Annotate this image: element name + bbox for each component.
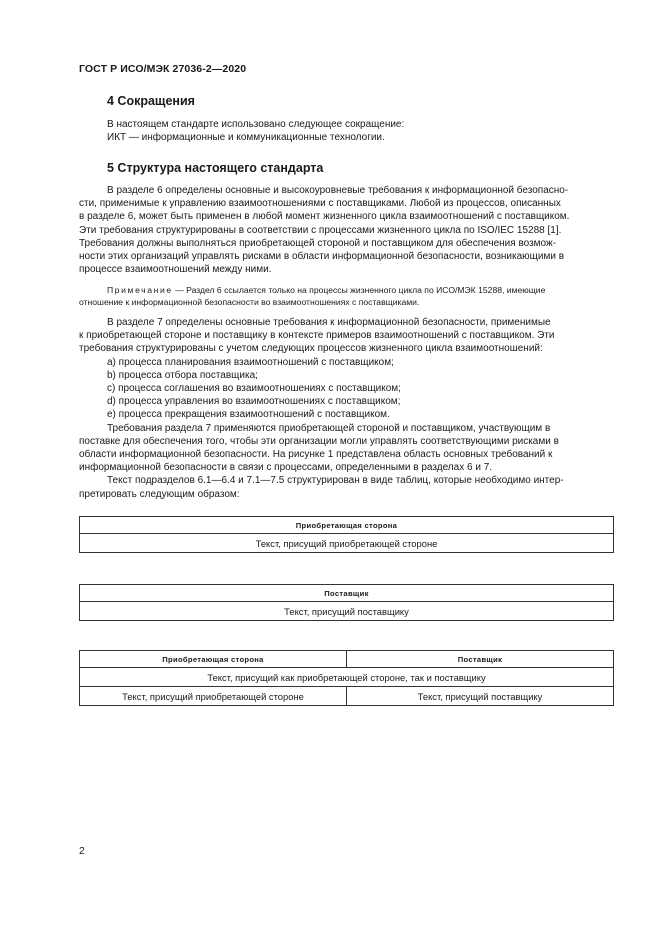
table-header: Приобретающая сторона bbox=[80, 517, 614, 534]
text-line: поставке для обеспечения того, чтобы эти организации могли управлять соответствующими рисками в bbox=[79, 435, 559, 447]
table-cell: Текст, присущий как приобретающей стороне, так и поставщику bbox=[80, 668, 614, 687]
note-text: — Раздел 6 ссылается только на процессы жизненного цикла по ИСО/МЭК 15288, имеющие bbox=[172, 285, 546, 295]
section-4-title: 4 Сокращения bbox=[107, 94, 195, 108]
table-cell: Текст, присущий приобретающей стороне bbox=[80, 687, 347, 706]
text-line: В настоящем стандарте использовано следующее сокращение: bbox=[107, 119, 405, 130]
section-5-paragraph-1 bbox=[79, 184, 614, 276]
text-line: ности этих организаций управлять рисками в области информационной безопасности, возникающими в bbox=[79, 251, 565, 263]
text-line: Требования должны выполняться приобретающей стороной и поставщиком для обеспечения возмож- bbox=[79, 237, 557, 249]
note-label: Примечание bbox=[107, 285, 173, 295]
table-cell: Текст, присущий поставщику bbox=[80, 602, 614, 621]
table-cell: Текст, присущий приобретающей стороне bbox=[80, 534, 614, 553]
note-text: отношение к информационной безопасности во взаимоотношениях с поставщиками. bbox=[79, 296, 420, 307]
list-item: c) процесса соглашения во взаимоотношениях с поставщиком; bbox=[107, 383, 401, 395]
list-item: a) процесса планирования взаимоотношений с поставщиком; bbox=[107, 356, 394, 368]
text-line: В разделе 6 определены основные и высокоуровневые требования к информационной безопасно- bbox=[107, 185, 569, 196]
page-number: 2 bbox=[79, 845, 85, 857]
table-combined bbox=[79, 650, 614, 706]
list-item: d) процесса управления во взаимоотношениях с поставщиком; bbox=[107, 396, 401, 408]
list-item: e) процесса прекращения взаимоотношений с поставщиком. bbox=[107, 409, 390, 421]
table-header: Поставщик bbox=[347, 651, 614, 668]
text-line: требования структурированы с учетом следующих процессов жизненного цикла взаимоотношений: bbox=[79, 343, 543, 355]
note bbox=[79, 285, 614, 308]
table-cell: Текст, присущий поставщику bbox=[347, 687, 614, 706]
text-line: процессе взаимоотношений между ними. bbox=[79, 264, 272, 276]
text-line: Текст подразделов 6.1—6.4 и 7.1—7.5 структурирован в виде таблиц, которые необходимо интер- bbox=[107, 475, 564, 487]
section-5-title: 5 Структура настоящего стандарта bbox=[107, 161, 324, 175]
text-line: В разделе 7 определены основные требования к информационной безопасности, применимые bbox=[107, 317, 551, 328]
text-line: в разделе 6, может быть применен в любой момент жизненного цикла взаимоотношений с поставщиком. bbox=[79, 211, 570, 223]
text-line: информационной безопасности в связи с процессами, определенными в разделах 6 и 7. bbox=[79, 462, 493, 474]
text-line: к приобретающей стороне и поставщику в контексте примеров взаимоотношений с поставщиком. Эти bbox=[79, 330, 555, 342]
list-item: b) процесса отбора поставщика; bbox=[107, 369, 258, 381]
text-line: претировать следующим образом: bbox=[79, 488, 240, 500]
table-acquirer bbox=[79, 516, 614, 553]
table-header: Приобретающая сторона bbox=[80, 651, 347, 668]
document-header: ГОСТ Р ИСО/МЭК 27036-2—2020 bbox=[79, 63, 247, 75]
text-line: Эти требования структурированы в соответствии с процессами жизненного цикла по ISO/IEC 15288 [1]. bbox=[79, 224, 562, 236]
text-line: области информационной безопасности. На рисунке 1 представлена область основных требований к bbox=[79, 449, 553, 461]
table-header: Поставщик bbox=[80, 585, 614, 602]
table-supplier bbox=[79, 584, 614, 621]
text-line: ИКТ — информационные и коммуникационные технологии. bbox=[107, 132, 385, 144]
section-5-paragraph-2 bbox=[79, 316, 614, 501]
text-line: сти, применимые к управлению взаимоотношениями с поставщиками. Любой из процессов, описанных bbox=[79, 198, 561, 210]
text-line: Требования раздела 7 применяются приобретающей стороной и поставщиком, участвующим в bbox=[107, 422, 551, 434]
section-4-text bbox=[79, 118, 614, 144]
